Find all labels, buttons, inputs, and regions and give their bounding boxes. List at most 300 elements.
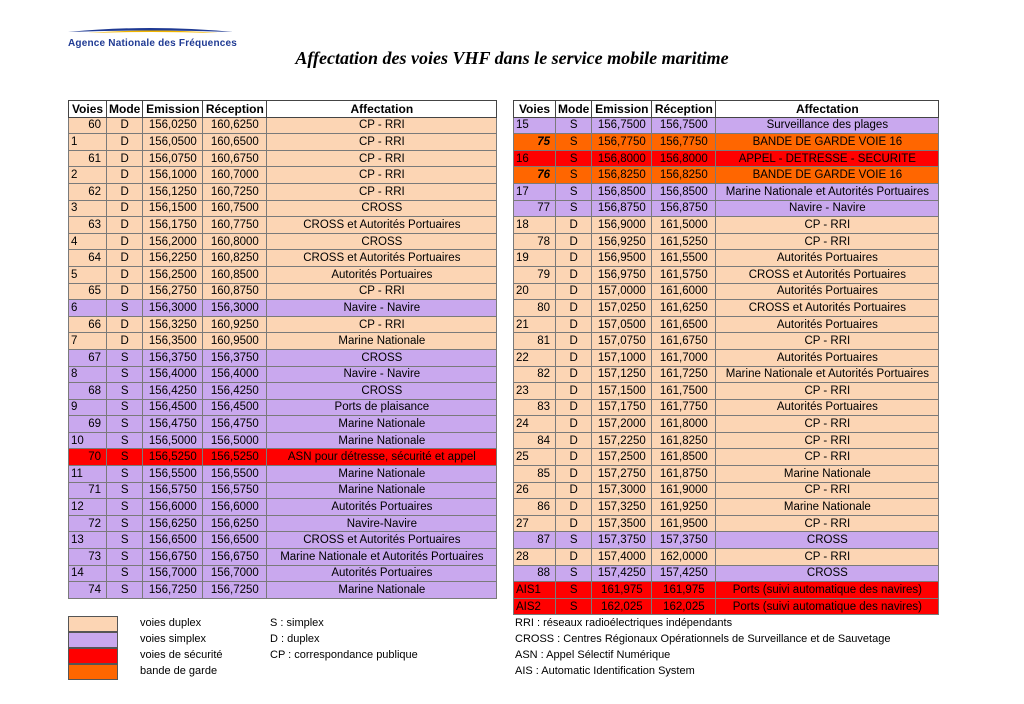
- channel-mode: D: [556, 515, 592, 532]
- col-emission: Emission: [143, 101, 203, 118]
- channel-assignment: CP - RRI: [716, 333, 939, 350]
- channel-number: 6: [69, 300, 107, 317]
- channel-mode: D: [107, 200, 143, 217]
- reception-freq: 156,7750: [652, 134, 716, 151]
- reception-freq: 161,5250: [652, 233, 716, 250]
- channel-assignment: CROSS et Autorités Portuaires: [267, 217, 497, 234]
- emission-freq: 156,1750: [143, 217, 203, 234]
- channel-number: 73: [69, 549, 107, 566]
- channel-mode: D: [556, 383, 592, 400]
- reception-freq: 156,3750: [203, 349, 267, 366]
- emission-freq: 156,4750: [143, 416, 203, 433]
- table-row: [69, 432, 497, 449]
- table-row: [514, 300, 939, 317]
- emission-freq: 156,5750: [143, 482, 203, 499]
- emission-freq: 156,9000: [592, 217, 652, 234]
- emission-freq: 161,975: [592, 582, 652, 599]
- channel-mode: S: [107, 449, 143, 466]
- emission-freq: 156,8250: [592, 167, 652, 184]
- channel-number: 69: [69, 416, 107, 433]
- abbr-asn: ASN : Appel Sélectif Numérique: [515, 649, 671, 661]
- table-row: [514, 366, 939, 383]
- reception-freq: 161,8500: [652, 449, 716, 466]
- emission-freq: 157,1500: [592, 383, 652, 400]
- channel-assignment: CROSS et Autorités Portuaires: [267, 250, 497, 267]
- table-row: [514, 266, 939, 283]
- channel-assignment: Marine Nationale et Autorités Portuaires: [716, 183, 939, 200]
- reception-freq: 160,8000: [203, 233, 267, 250]
- channel-number: 80: [514, 300, 556, 317]
- abbr-ais: AIS : Automatic Identification System: [515, 665, 695, 677]
- emission-freq: 156,1000: [143, 167, 203, 184]
- channel-mode: D: [107, 316, 143, 333]
- channel-assignment: CP - RRI: [716, 549, 939, 566]
- emission-freq: 156,4000: [143, 366, 203, 383]
- emission-freq: 156,8000: [592, 150, 652, 167]
- channel-number: AIS2: [514, 598, 556, 615]
- channel-mode: S: [107, 399, 143, 416]
- table-row: [514, 598, 939, 615]
- channel-number: 1: [69, 134, 107, 151]
- channel-number: 11: [69, 466, 107, 483]
- channel-mode: S: [107, 549, 143, 566]
- reception-freq: 156,4500: [203, 399, 267, 416]
- channel-assignment: Marine Nationale: [267, 482, 497, 499]
- channel-mode: D: [556, 300, 592, 317]
- channel-assignment: Marine Nationale et Autorités Portuaires: [267, 549, 497, 566]
- table-row: [514, 499, 939, 516]
- channel-number: 68: [69, 383, 107, 400]
- channel-assignment: Marine Nationale: [267, 333, 497, 350]
- table-row: [69, 515, 497, 532]
- reception-freq: 156,8250: [652, 167, 716, 184]
- table-row: [69, 217, 497, 234]
- emission-freq: 156,6750: [143, 549, 203, 566]
- reception-freq: 156,3000: [203, 300, 267, 317]
- channel-mode: S: [107, 582, 143, 599]
- channel-number: 81: [514, 333, 556, 350]
- reception-freq: 156,5500: [203, 466, 267, 483]
- emission-freq: 157,2500: [592, 449, 652, 466]
- channel-mode: D: [107, 217, 143, 234]
- channel-assignment: Navire - Navire: [716, 200, 939, 217]
- channel-mode: S: [556, 200, 592, 217]
- emission-freq: 156,4500: [143, 399, 203, 416]
- reception-freq: 160,6500: [203, 134, 267, 151]
- emission-freq: 156,3500: [143, 333, 203, 350]
- table-row: [69, 266, 497, 283]
- channel-number: 7: [69, 333, 107, 350]
- channel-number: 86: [514, 499, 556, 516]
- channel-mode: D: [556, 482, 592, 499]
- channel-number: 67: [69, 349, 107, 366]
- reception-freq: 161,8750: [652, 466, 716, 483]
- reception-freq: 160,6250: [203, 117, 267, 134]
- channel-assignment: CP - RRI: [267, 117, 497, 134]
- channel-assignment: Ports (suivi automatique des navires): [716, 582, 939, 599]
- channel-assignment: Marine Nationale: [716, 499, 939, 516]
- emission-freq: 156,6000: [143, 499, 203, 516]
- table-row: [69, 134, 497, 151]
- table-row: [514, 549, 939, 566]
- channel-mode: D: [107, 117, 143, 134]
- table-row: [69, 349, 497, 366]
- channel-number: 83: [514, 399, 556, 416]
- channel-mode: S: [556, 598, 592, 615]
- channel-assignment: Ports de plaisance: [267, 399, 497, 416]
- channel-assignment: CP - RRI: [716, 217, 939, 234]
- channel-assignment: CP - RRI: [716, 383, 939, 400]
- emission-freq: 156,6250: [143, 515, 203, 532]
- emission-freq: 156,3250: [143, 316, 203, 333]
- channel-number: 19: [514, 250, 556, 267]
- table-row: [514, 432, 939, 449]
- reception-freq: 160,7250: [203, 183, 267, 200]
- reception-freq: 161,5500: [652, 250, 716, 267]
- reception-freq: 156,4250: [203, 383, 267, 400]
- reception-freq: 161,6750: [652, 333, 716, 350]
- emission-freq: 157,2750: [592, 466, 652, 483]
- channel-assignment: CROSS et Autorités Portuaires: [716, 266, 939, 283]
- reception-freq: 156,6750: [203, 549, 267, 566]
- reception-freq: 156,5750: [203, 482, 267, 499]
- emission-freq: 156,6500: [143, 532, 203, 549]
- reception-freq: 156,6500: [203, 532, 267, 549]
- reception-freq: 156,8000: [652, 150, 716, 167]
- table-row: [69, 449, 497, 466]
- channel-number: 21: [514, 316, 556, 333]
- col-mode: Mode: [107, 101, 143, 118]
- emission-freq: 156,0250: [143, 117, 203, 134]
- channel-mode: D: [556, 549, 592, 566]
- table-row: [514, 283, 939, 300]
- reception-freq: 156,7500: [652, 117, 716, 134]
- table-row: [514, 200, 939, 217]
- channel-mode: D: [556, 366, 592, 383]
- channel-mode: D: [107, 134, 143, 151]
- channel-number: 76: [514, 167, 556, 184]
- channel-assignment: Autorités Portuaires: [716, 349, 939, 366]
- channel-number: 60: [69, 117, 107, 134]
- channel-mode: S: [107, 466, 143, 483]
- col-reception: Réception: [652, 101, 716, 118]
- channel-assignment: CP - RRI: [267, 283, 497, 300]
- channel-mode: S: [107, 432, 143, 449]
- channel-number: 87: [514, 532, 556, 549]
- channel-assignment: CROSS: [267, 383, 497, 400]
- emission-freq: 156,1250: [143, 183, 203, 200]
- channel-assignment: Navire - Navire: [267, 300, 497, 317]
- reception-freq: 161,7000: [652, 349, 716, 366]
- channel-number: 25: [514, 449, 556, 466]
- reception-freq: 160,7500: [203, 200, 267, 217]
- reception-freq: 161,7500: [652, 383, 716, 400]
- channel-mode: S: [556, 565, 592, 582]
- table-row: [514, 449, 939, 466]
- table-row: [514, 117, 939, 134]
- agency-name: Agence Nationale des Fréquences: [68, 38, 238, 49]
- channel-number: 14: [69, 565, 107, 582]
- channel-assignment: BANDE DE GARDE VOIE 16: [716, 134, 939, 151]
- channel-mode: D: [556, 499, 592, 516]
- channel-number: 15: [514, 117, 556, 134]
- channel-assignment: Autorités Portuaires: [716, 250, 939, 267]
- table-row: [514, 416, 939, 433]
- channel-number: 85: [514, 466, 556, 483]
- reception-freq: 160,7000: [203, 167, 267, 184]
- reception-freq: 161,9500: [652, 515, 716, 532]
- table-row: [69, 316, 497, 333]
- channel-number: 4: [69, 233, 107, 250]
- channel-assignment: Surveillance des plages: [716, 117, 939, 134]
- reception-freq: 156,8750: [652, 200, 716, 217]
- table-row: [514, 466, 939, 483]
- channel-mode: S: [107, 349, 143, 366]
- channel-number: 28: [514, 549, 556, 566]
- emission-freq: 157,0750: [592, 333, 652, 350]
- channel-assignment: CROSS: [267, 233, 497, 250]
- table-row: [69, 532, 497, 549]
- reception-freq: 156,7000: [203, 565, 267, 582]
- channel-number: 72: [69, 515, 107, 532]
- reception-freq: 161,6500: [652, 316, 716, 333]
- channel-number: 63: [69, 217, 107, 234]
- table-row: [69, 582, 497, 599]
- reception-freq: 156,6250: [203, 515, 267, 532]
- emission-freq: 157,1000: [592, 349, 652, 366]
- channel-number: 77: [514, 200, 556, 217]
- channel-number: 18: [514, 217, 556, 234]
- emission-freq: 156,4250: [143, 383, 203, 400]
- channel-mode: S: [107, 482, 143, 499]
- legend-swatch-simplex: [68, 632, 118, 648]
- table-row: [514, 250, 939, 267]
- channel-number: 16: [514, 150, 556, 167]
- channel-mode: S: [107, 300, 143, 317]
- channel-assignment: CROSS: [716, 532, 939, 549]
- table-row: [514, 217, 939, 234]
- channel-number: 26: [514, 482, 556, 499]
- legend-label-simplex: voies simplex: [140, 633, 207, 645]
- table-row: [514, 233, 939, 250]
- channel-mode: S: [556, 582, 592, 599]
- table-row: [69, 383, 497, 400]
- channel-number: 22: [514, 349, 556, 366]
- channel-number: 79: [514, 266, 556, 283]
- channel-mode: D: [556, 399, 592, 416]
- emission-freq: 156,1500: [143, 200, 203, 217]
- channel-mode: D: [556, 416, 592, 433]
- emission-freq: 157,4250: [592, 565, 652, 582]
- channel-assignment: Marine Nationale: [716, 466, 939, 483]
- reception-freq: 161,5750: [652, 266, 716, 283]
- table-row: [514, 532, 939, 549]
- channel-assignment: CROSS: [267, 349, 497, 366]
- emission-freq: 156,5000: [143, 432, 203, 449]
- emission-freq: 157,0500: [592, 316, 652, 333]
- emission-freq: 156,9500: [592, 250, 652, 267]
- emission-freq: 156,2750: [143, 283, 203, 300]
- emission-freq: 156,7250: [143, 582, 203, 599]
- channel-mode: D: [107, 283, 143, 300]
- channel-number: 82: [514, 366, 556, 383]
- emission-freq: 156,3000: [143, 300, 203, 317]
- emission-freq: 156,8500: [592, 183, 652, 200]
- emission-freq: 157,0000: [592, 283, 652, 300]
- channel-mode: S: [107, 499, 143, 516]
- legend-swatch-guard: [68, 664, 118, 680]
- channel-assignment: Autorités Portuaires: [267, 499, 497, 516]
- reception-freq: 161,5000: [652, 217, 716, 234]
- channel-mode: D: [107, 250, 143, 267]
- channel-number: 65: [69, 283, 107, 300]
- abbr-rri: RRI : réseaux radioélectriques indépendants: [515, 617, 733, 629]
- channel-mode: D: [107, 333, 143, 350]
- emission-freq: 156,7500: [592, 117, 652, 134]
- channel-number: 12: [69, 499, 107, 516]
- channel-number: 61: [69, 150, 107, 167]
- emission-freq: 156,5500: [143, 466, 203, 483]
- table-row: [514, 482, 939, 499]
- table-row: [69, 117, 497, 134]
- table-row: [69, 167, 497, 184]
- table-row: [514, 383, 939, 400]
- channel-mode: S: [107, 416, 143, 433]
- channel-number: 88: [514, 565, 556, 582]
- table-row: [514, 349, 939, 366]
- channel-mode: D: [556, 432, 592, 449]
- table-row: [514, 167, 939, 184]
- channel-number: 66: [69, 316, 107, 333]
- channel-assignment: CP - RRI: [716, 233, 939, 250]
- channel-number: 23: [514, 383, 556, 400]
- reception-freq: 156,5000: [203, 432, 267, 449]
- channel-assignment: CROSS: [716, 565, 939, 582]
- emission-freq: 156,9750: [592, 266, 652, 283]
- page-title: Affectation des voies VHF dans le service mobile maritime: [295, 48, 729, 68]
- emission-freq: 156,0500: [143, 134, 203, 151]
- channel-number: 5: [69, 266, 107, 283]
- reception-freq: 156,7250: [203, 582, 267, 599]
- channel-mode: D: [556, 449, 592, 466]
- legend-label-security: voies de sécurité: [140, 649, 223, 661]
- channel-assignment: CP - RRI: [267, 316, 497, 333]
- channel-number: 17: [514, 183, 556, 200]
- emission-freq: 156,2500: [143, 266, 203, 283]
- channel-assignment: Autorités Portuaires: [716, 399, 939, 416]
- emission-freq: 156,8750: [592, 200, 652, 217]
- table-row: [69, 233, 497, 250]
- col-emission: Emission: [592, 101, 652, 118]
- channel-assignment: CROSS: [267, 200, 497, 217]
- emission-freq: 156,9250: [592, 233, 652, 250]
- table-row: [69, 283, 497, 300]
- channel-number: 74: [69, 582, 107, 599]
- legend-mode-simplex: S : simplex: [270, 617, 324, 629]
- reception-freq: 160,6750: [203, 150, 267, 167]
- channel-mode: D: [556, 349, 592, 366]
- emission-freq: 157,1750: [592, 399, 652, 416]
- reception-freq: 161,7750: [652, 399, 716, 416]
- channel-assignment: Ports (suivi automatique des navires): [716, 598, 939, 615]
- channel-number: 24: [514, 416, 556, 433]
- table-row: [69, 482, 497, 499]
- emission-freq: 157,0250: [592, 300, 652, 317]
- channel-assignment: CP - RRI: [267, 150, 497, 167]
- table-row: [69, 150, 497, 167]
- channel-assignment: Marine Nationale: [267, 466, 497, 483]
- reception-freq: 161,6000: [652, 283, 716, 300]
- table-row: [69, 366, 497, 383]
- reception-freq: 162,0000: [652, 549, 716, 566]
- channel-assignment: CP - RRI: [267, 183, 497, 200]
- channel-assignment: Autorités Portuaires: [267, 266, 497, 283]
- channel-number: 27: [514, 515, 556, 532]
- channel-number: 70: [69, 449, 107, 466]
- reception-freq: 161,9000: [652, 482, 716, 499]
- channel-number: 10: [69, 432, 107, 449]
- channel-mode: S: [107, 565, 143, 582]
- channel-table-right: [513, 100, 939, 615]
- channel-assignment: Navire-Navire: [267, 515, 497, 532]
- channel-assignment: CROSS et Autorités Portuaires: [267, 532, 497, 549]
- emission-freq: 157,1250: [592, 366, 652, 383]
- channel-number: 8: [69, 366, 107, 383]
- channel-assignment: Marine Nationale et Autorités Portuaires: [716, 366, 939, 383]
- table-row: [514, 582, 939, 599]
- table-row: [514, 565, 939, 582]
- col-reception: Réception: [203, 101, 267, 118]
- emission-freq: 156,5250: [143, 449, 203, 466]
- col-voies: Voies: [514, 101, 556, 118]
- channel-mode: D: [556, 233, 592, 250]
- legend-swatch-duplex: [68, 616, 118, 632]
- reception-freq: 161,7250: [652, 366, 716, 383]
- reception-freq: 156,4000: [203, 366, 267, 383]
- emission-freq: 156,0750: [143, 150, 203, 167]
- channel-mode: D: [107, 183, 143, 200]
- reception-freq: 162,025: [652, 598, 716, 615]
- table-row: [69, 549, 497, 566]
- channel-mode: D: [107, 150, 143, 167]
- channel-assignment: Marine Nationale: [267, 432, 497, 449]
- emission-freq: 157,2000: [592, 416, 652, 433]
- col-affectation: Affectation: [267, 101, 497, 118]
- channel-mode: S: [107, 383, 143, 400]
- channel-number: AIS1: [514, 582, 556, 599]
- channel-mode: D: [556, 466, 592, 483]
- channel-assignment: APPEL - DETRESSE - SECURITE: [716, 150, 939, 167]
- legend-label-duplex: voies duplex: [140, 617, 202, 629]
- channel-assignment: CP - RRI: [716, 432, 939, 449]
- table-row: [514, 316, 939, 333]
- table-row: [69, 416, 497, 433]
- col-mode: Mode: [556, 101, 592, 118]
- channel-assignment: CP - RRI: [267, 134, 497, 151]
- channel-table-left: [68, 100, 497, 599]
- channel-number: 9: [69, 399, 107, 416]
- channel-mode: D: [107, 266, 143, 283]
- channel-assignment: CROSS et Autorités Portuaires: [716, 300, 939, 317]
- table-row: [69, 466, 497, 483]
- reception-freq: 161,8250: [652, 432, 716, 449]
- table-row: [514, 150, 939, 167]
- channel-number: 75: [514, 134, 556, 151]
- channel-mode: S: [556, 167, 592, 184]
- channel-assignment: CP - RRI: [716, 416, 939, 433]
- table-row: [69, 333, 497, 350]
- channel-assignment: CP - RRI: [716, 482, 939, 499]
